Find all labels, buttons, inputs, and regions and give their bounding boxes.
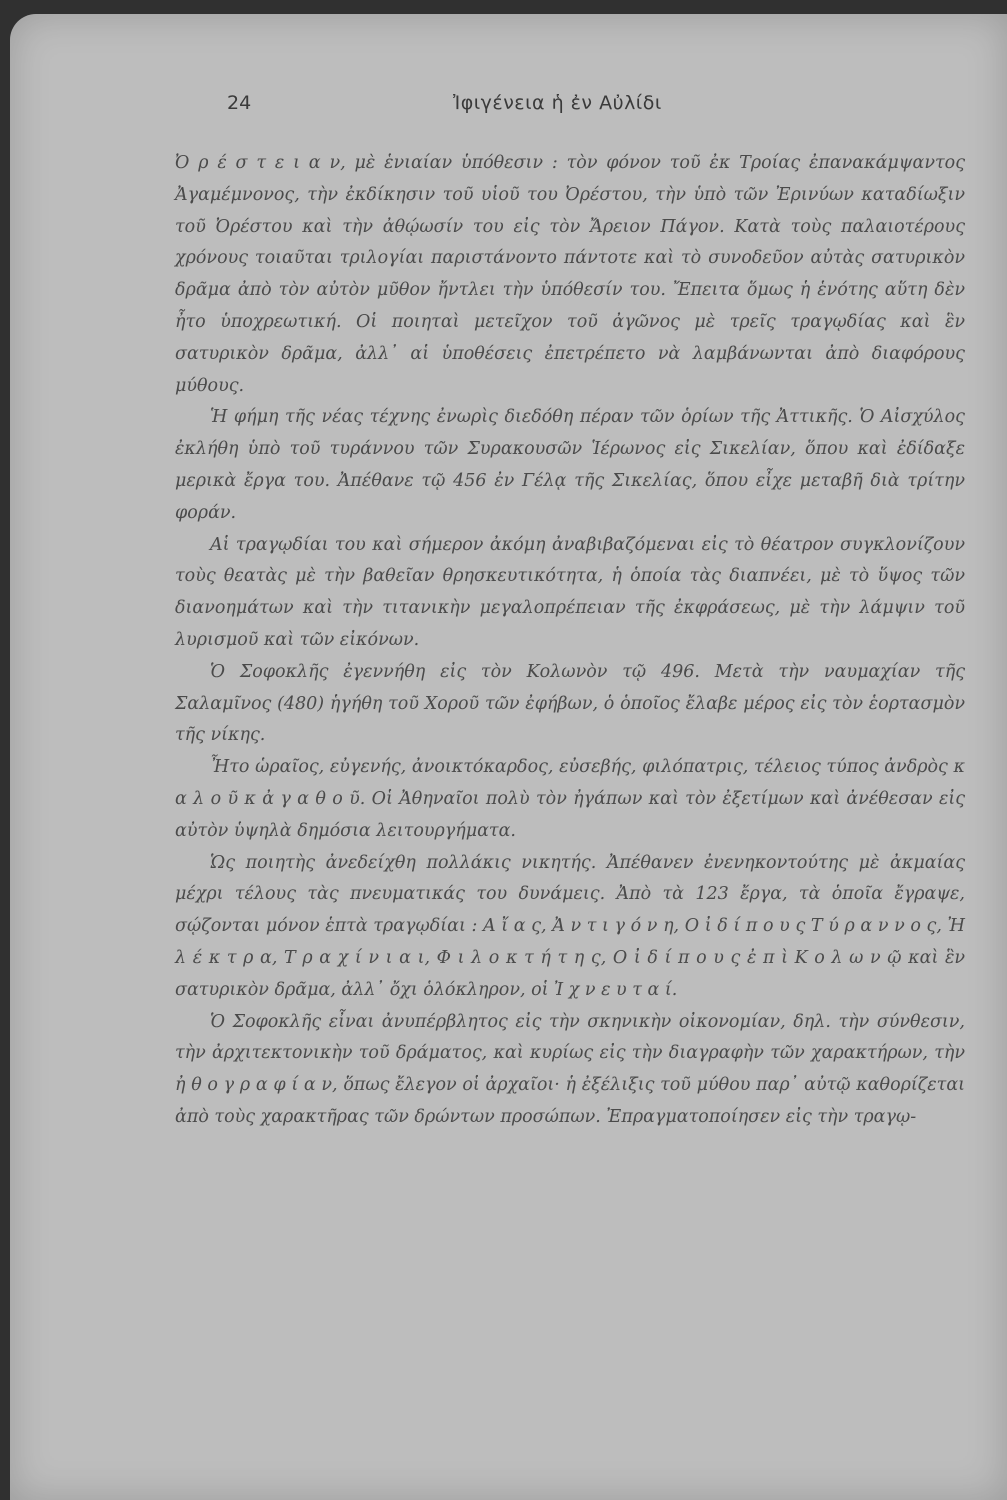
paragraph-aeschylus-fame: Ἡ φήμη τῆς νέας τέχνης ἐνωρὶς διεδόθη πέραν τῶν ὁρίων τῆς Ἀττικῆς. Ὁ Αἰσχύλος ἐκλήθη ὑπὸ τοῦ τυράννου τῶν Συρακουσῶν Ἱέρωνος εἰς Σικελίαν, ὅπου καὶ ἐδίδαξε μερικὰ ἔργα του. Ἀπέθανε τῷ 456 ἐν Γέλᾳ τῆς Σικελίας, ὅπου εἶχε μεταβῆ διὰ τρίτην φοράν.	[175, 407, 965, 523]
running-title: Ἰφιγένεια ἡ ἐν Αὐλίδι	[453, 92, 662, 114]
page-header	[10, 92, 1007, 120]
paragraph-oresteia: Ὀ ρ έ σ τ ε ι α ν, μὲ ἑνιαίαν ὑπόθεσιν : τὸν φόνον τοῦ ἐκ Τροίας ἐπανακάμψαντος Ἀγαμέμνονος, τὴν ἐκδίκησιν τοῦ υἱοῦ του Ὀρέστου, τὴν ὑπὸ τῶν Ἐρινύων καταδίωξιν τοῦ Ὀρέστου καὶ τὴν ἀθῴωσίν του εἰς τὸν Ἄρειον Πάγον. Κατὰ τοὺς παλαιοτέρους χρόνους τοιαῦται τριλογίαι παριστάνοντο πάντοτε καὶ τὸ συνοδεῦον αὐτὰς σατυρικὸν δρᾶμα ἀπὸ τὸν αὐτὸν μῦθον ἤντλει τὴν ὑπόθεσίν του. Ἔπειτα ὅμως ἡ ἑνότης αὕτη δὲν ἦτο ὑποχρεωτική. Οἱ ποιηταὶ μετεῖχον τοῦ ἀγῶνος μὲ τρεῖς τραγῳδίας καὶ ἓν σατυρικὸν δρᾶμα, ἀλλ᾽ αἱ ὑποθέσεις ἐπετρέπετο νὰ λαμβάνωνται ἀπὸ διαφόρους μύθους.	[175, 153, 965, 396]
paragraph-sophocles-character: Ἦτο ὡραῖος, εὐγενής, ἀνοικτόκαρδος, εὐσεβής, φιλόπατρις, τέλειος τύπος ἀνδρὸς κ α λ ο ῦ κ ἀ γ α θ ο ῦ. Οἱ Ἀθηναῖοι πολὺ τὸν ἠγάπων καὶ τὸν ἐξετίμων καὶ ἀνέθεσαν εἰς αὐτὸν ὑψηλὰ δημόσια λειτουργήματα.	[175, 757, 965, 841]
paragraph-sophocles-works: Ὡς ποιητὴς ἀνεδείχθη πολλάκις νικητής. Ἀπέθανεν ἐνενηκοντούτης μὲ ἀκμαίας μέχρι τέλους τὰς πνευματικάς του δυνάμεις. Ἀπὸ τὰ 123 ἔργα, τὰ ὁποῖα ἔγραψε, σῴζονται μόνον ἑπτὰ τραγῳδίαι : Α ἴ α ς, Ἀ ν τ ι γ ό ν η, Ο ἰ δ ί π ο υ ς Τ ύ ρ α ν ν ο ς, Ἠ λ έ κ τ ρ α, Τ ρ α χ ί ν ι α ι, Φ ι λ ο κ τ ή τ η ς, Ο ἰ δ ί π ο υ ς ἐ π ὶ Κ ο λ ω ν ῷ καὶ ἓν σατυρικὸν δρᾶμα, ἀλλ᾽ ὄχι ὁλόκληρον, οἱ Ἰ χ ν ε υ τ α ί.	[175, 852, 965, 1000]
body-text	[175, 148, 965, 1134]
page-number: 24	[227, 92, 252, 114]
paragraph-aeschylus-tragedies: Αἱ τραγῳδίαι του καὶ σήμερον ἀκόμη ἀναβιβαζόμεναι εἰς τὸ θέατρον συγκλονίζουν τοὺς θεατὰς μὲ τὴν βαθεῖαν θρησκευτικότητα, ἡ ὁποία τὰς διαπνέει, μὲ τὸ ὕψος τῶν διανοημάτων καὶ τὴν τιτανικὴν μεγαλοπρέπειαν τῆς ἐκφράσεως, μὲ τὴν λάμψιν τοῦ λυρισμοῦ καὶ τῶν εἰκόνων.	[175, 534, 965, 650]
paragraph-sophocles-birth: Ὁ Σοφοκλῆς ἐγεννήθη εἰς τὸν Κολωνὸν τῷ 496. Μετὰ τὴν ναυμαχίαν τῆς Σαλαμῖνος (480) ἡγήθη τοῦ Χοροῦ τῶν ἐφήβων, ὁ ὁποῖος ἔλαβε μέρος εἰς τὸν ἑορτασμὸν τῆς νίκης.	[175, 661, 965, 746]
book-page	[10, 14, 1007, 1500]
paragraph-sophocles-art: Ὁ Σοφοκλῆς εἶναι ἀνυπέρβλητος εἰς τὴν σκηνικὴν οἰκονομίαν, δηλ. τὴν σύνθεσιν, τὴν ἀρχιτεκτονικὴν τοῦ δράματος, καὶ κυρίως εἰς τὴν διαγραφὴν τῶν χαρακτήρων, τὴν ἠ θ ο γ ρ α φ ί α ν, ὅπως ἔλεγον οἱ ἀρχαῖοι· ἡ ἐξέλιξις τοῦ μύθου παρ᾽ αὐτῷ καθορίζεται ἀπὸ τοὺς χαρακτῆρας τῶν δρώντων προσώπων. Ἐπραγματοποίησεν εἰς τὴν τραγῳ-	[175, 1011, 965, 1127]
